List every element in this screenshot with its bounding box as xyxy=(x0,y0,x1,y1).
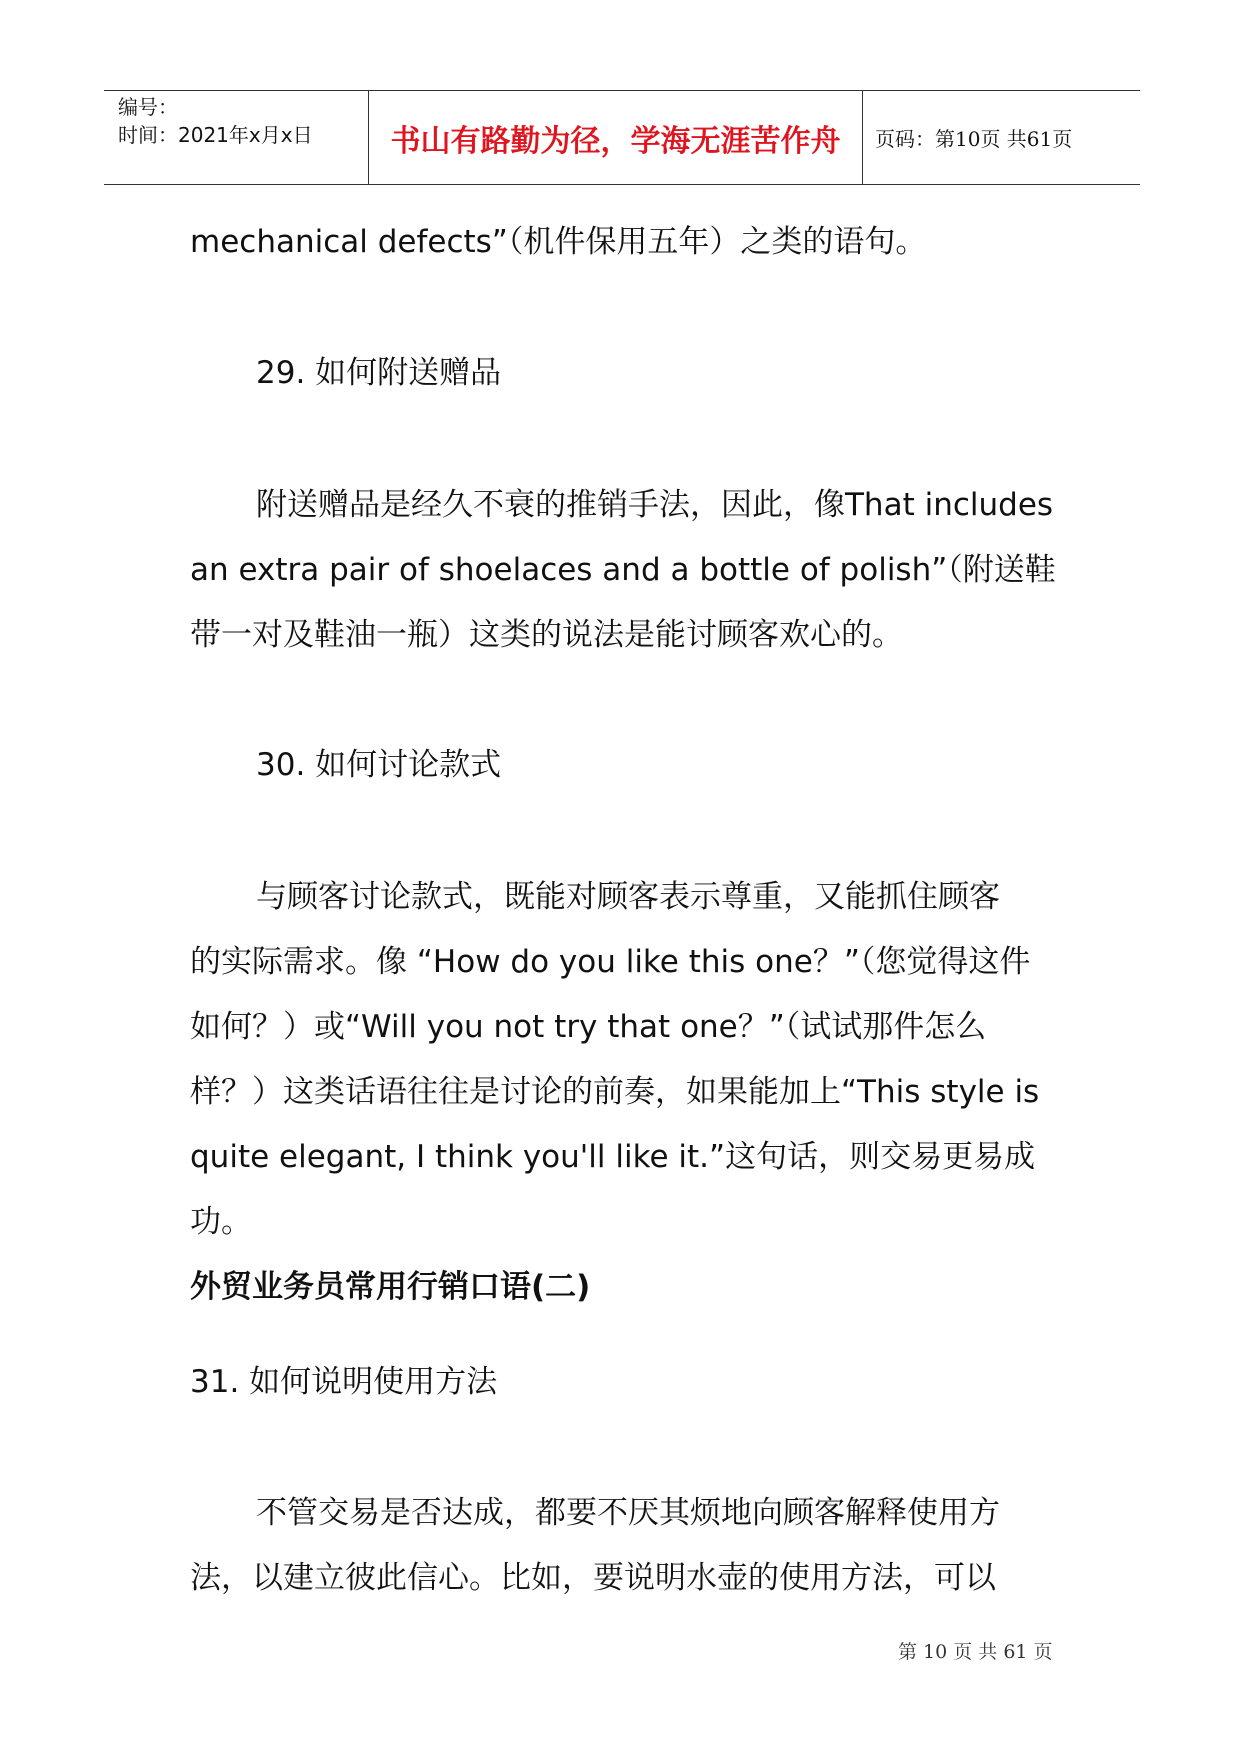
header-motto: 书山有路勤为径，学海无涯苦作舟 xyxy=(369,91,863,184)
paragraph-line: an extra pair of shoelaces and a bottle of polish”（附送鞋 xyxy=(190,552,1056,588)
paragraph-line: 带一对及鞋油一瓶）这类的说法是能讨顾客欢心的。 xyxy=(190,617,903,653)
paragraph-line: 法，以建立彼此信心。比如，要说明水壶的使用方法，可以 xyxy=(190,1560,996,1596)
paragraph-line: 附送赠品是经久不衰的推销手法，因此，像That includes xyxy=(256,487,1054,523)
time-label: 时间：2021年x月x日 xyxy=(118,123,313,147)
header-page-info: 页码：第10页 共61页 xyxy=(875,127,1073,151)
number-label: 编号： xyxy=(118,95,178,119)
paragraph-line: quite elegant, I think you'll like it.”这句话，则交易更易成 xyxy=(190,1139,1036,1175)
section-title: 外贸业务员常用行销口语(二) xyxy=(190,1269,591,1305)
section-heading-30: 30. 如何讨论款式 xyxy=(256,747,502,783)
paragraph-line: 如何？）或“Will you not try that one？”（试试那件怎么 xyxy=(190,1009,987,1045)
paragraph-line: 与顾客讨论款式，既能对顾客表示尊重，又能抓住顾客 xyxy=(256,879,1000,915)
section-heading-31: 31. 如何说明使用方法 xyxy=(190,1364,498,1400)
paragraph-line: 功。 xyxy=(190,1204,252,1240)
paragraph-line: 不管交易是否达成，都要不厌其烦地向顾客解释使用方 xyxy=(256,1495,1000,1531)
section-heading-29: 29. 如何附送赠品 xyxy=(256,355,502,391)
page-header xyxy=(104,90,1140,185)
paragraph-line: 样？）这类话语往往是讨论的前奏，如果能加上“This style is xyxy=(190,1074,1040,1110)
paragraph-line: 的实际需求。像 “How do you like this one？”（您觉得这件 xyxy=(190,944,1031,980)
paragraph-line: mechanical defects”（机件保用五年）之类的语句。 xyxy=(190,224,927,260)
header-meta xyxy=(104,91,369,184)
page-footer: 第 10 页 共 61 页 xyxy=(898,1641,1053,1663)
